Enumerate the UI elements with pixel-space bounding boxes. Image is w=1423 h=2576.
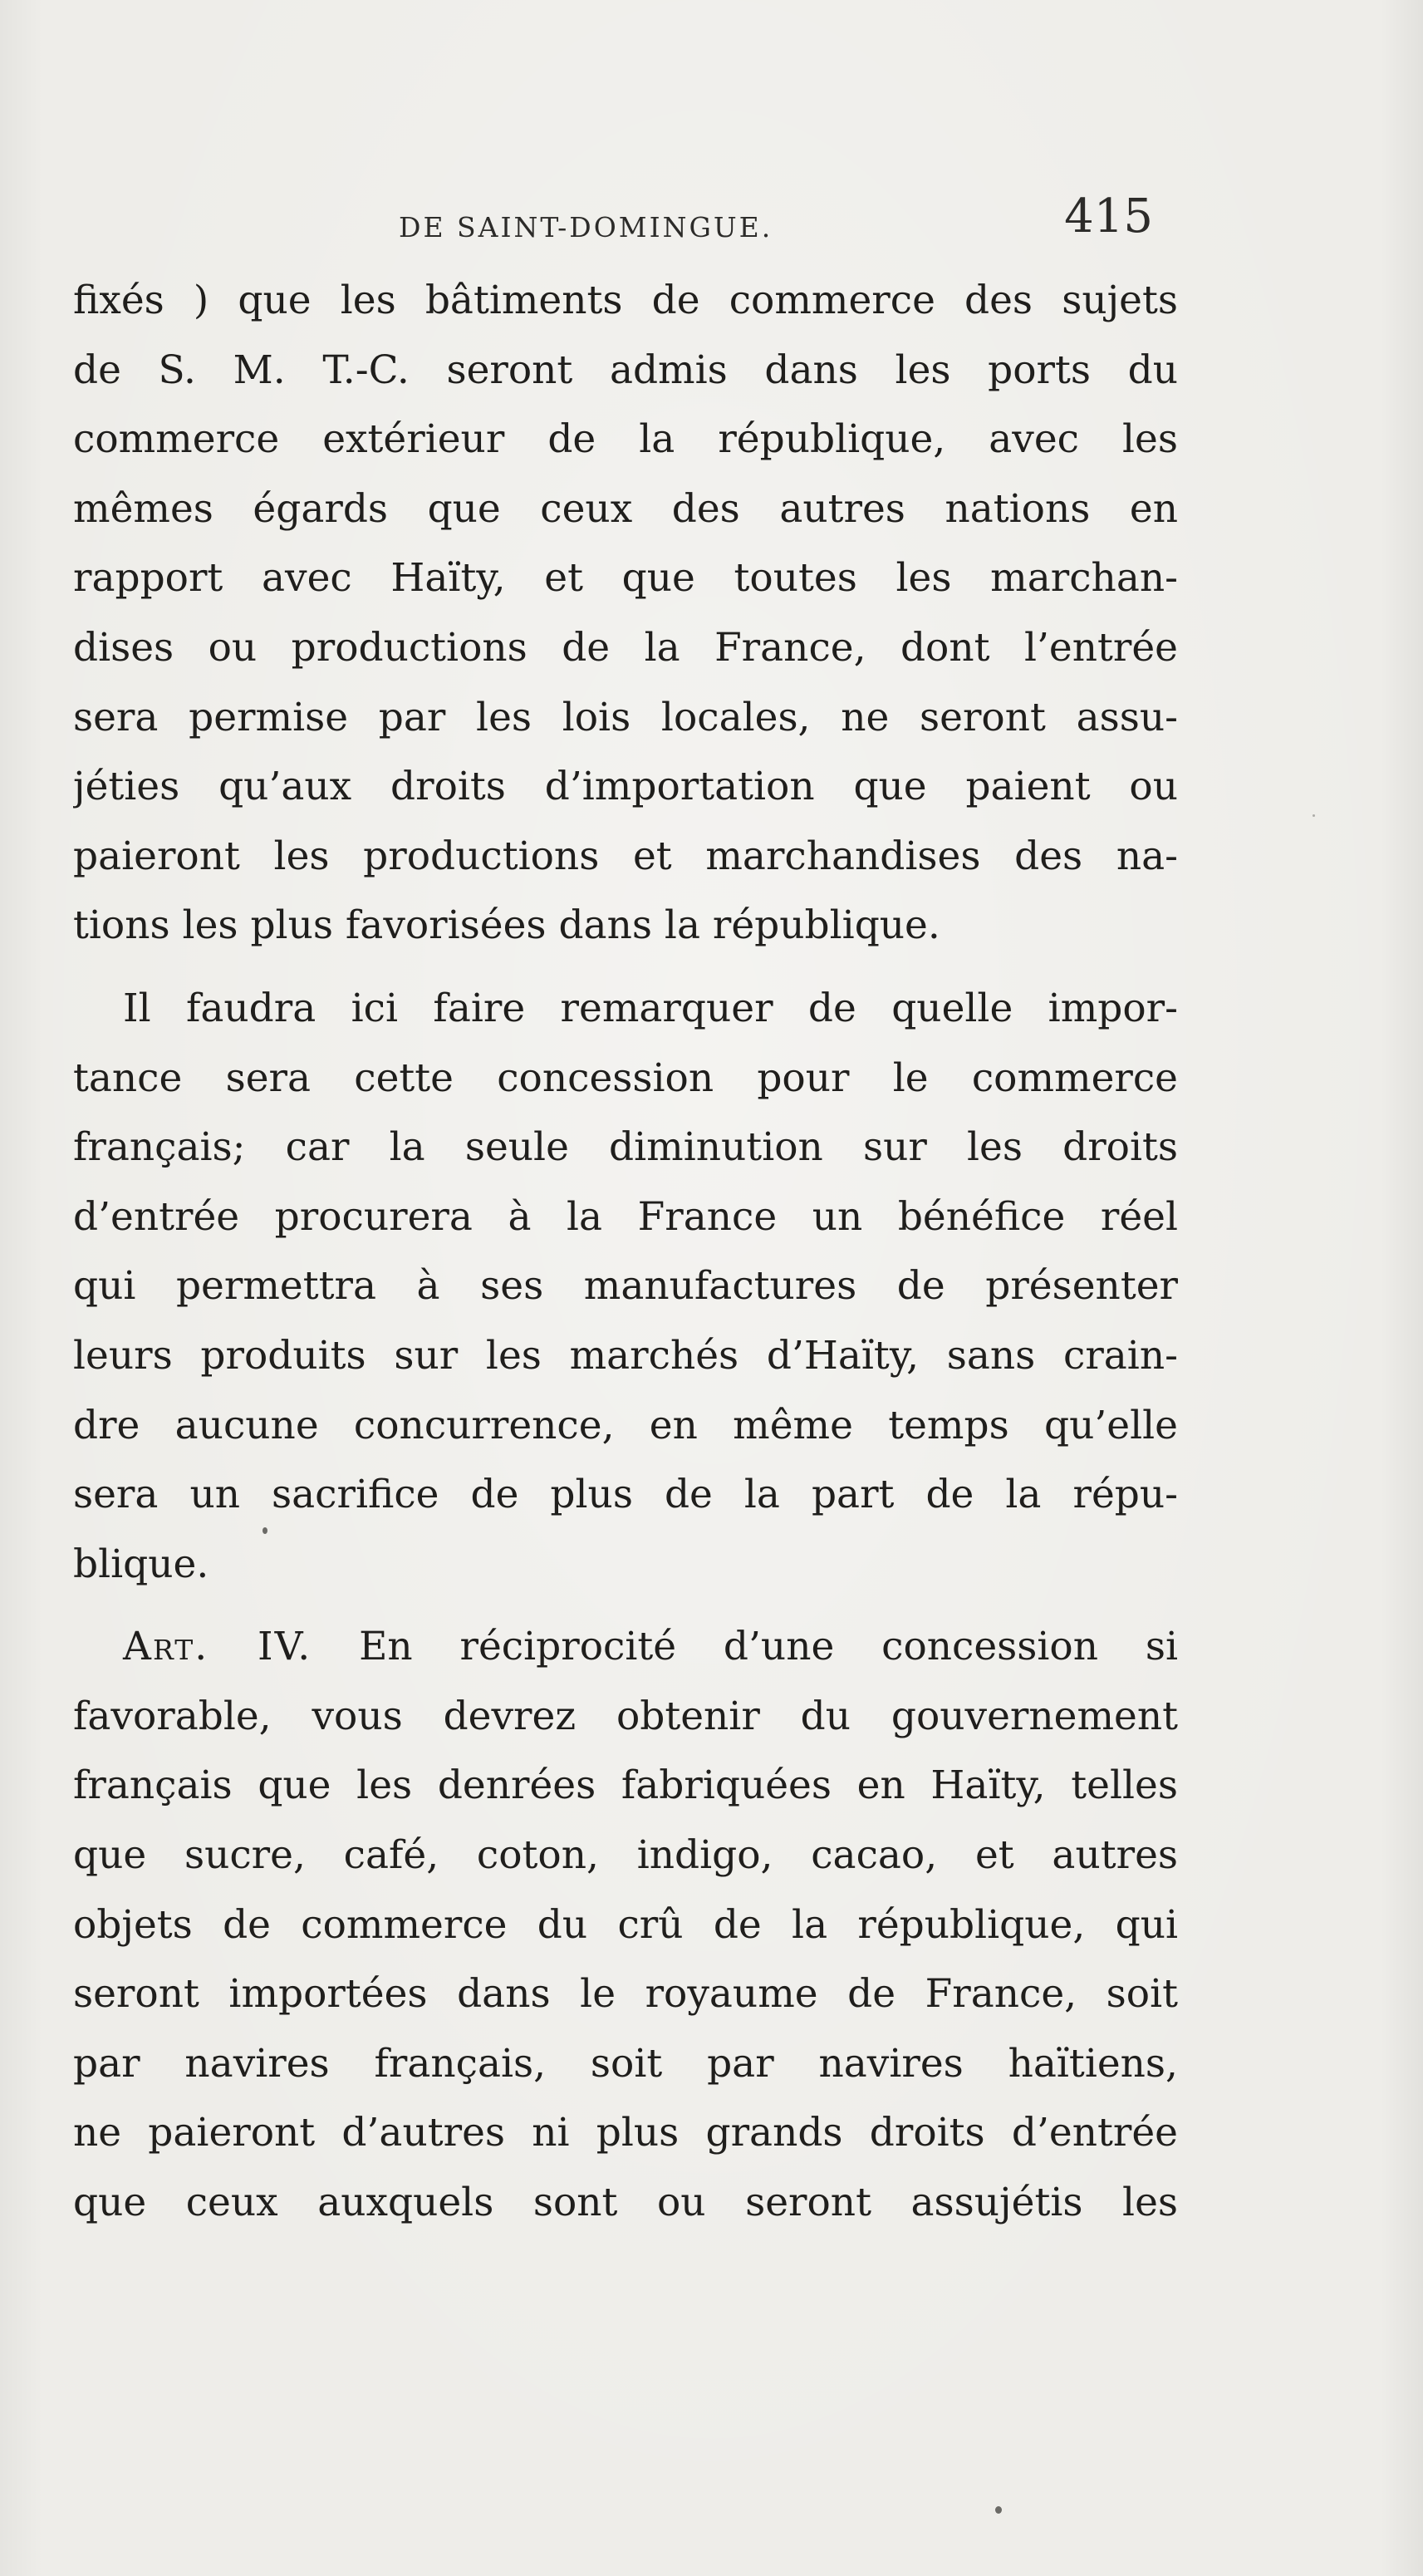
text-line: Il faudra ici faire remarquer de quelle impor- — [123, 985, 1178, 1031]
paragraph-3 — [73, 1612, 1178, 2237]
page-header — [73, 189, 1178, 256]
text-line: sera permise par les lois locales, ne seront assu- — [73, 694, 1178, 740]
text-line: fixés ) que les bâtiments de commerce des sujets — [73, 278, 1178, 323]
article-line-text: En réciprocité d’une concession si — [312, 1624, 1178, 1670]
paper-speck — [263, 1527, 267, 1534]
text-line: français; car la seule diminution sur les droits — [73, 1124, 1178, 1171]
paragraph-1 — [73, 266, 1178, 961]
text-line: commerce extérieur de la république, avec les — [73, 416, 1178, 463]
body-text — [73, 266, 1178, 2238]
text-line: seront importées dans le royaume de France, soit — [73, 1971, 1178, 2018]
text-line: favorable, vous devrez obtenir du gouvernement — [73, 1693, 1178, 1739]
text-line: dre aucune concurrence, en même temps qu’elle — [73, 1402, 1178, 1448]
text-line: que ceux auxquels sont ou seront assujétis les — [73, 2180, 1178, 2226]
text-line: tance sera cette concession pour le commerce — [73, 1054, 1178, 1101]
text-line: tions les plus favorisées dans la république. — [73, 902, 940, 949]
text-line: de S. M. T.-C. seront admis dans les ports du — [73, 347, 1178, 393]
article-label: Art. IV. — [123, 1624, 312, 1670]
running-head: DE SAINT-DOMINGUE. — [399, 211, 773, 243]
text-line: mêmes égards que ceux des autres nations en — [73, 485, 1178, 532]
page-number: 415 — [1064, 189, 1153, 243]
text-line — [73, 1612, 1178, 1682]
text-line: que sucre, café, coton, indigo, cacao, et autres — [73, 1832, 1178, 1879]
text-line: ne paieront d’autres ni plus grands droits d’entrée — [73, 2110, 1178, 2156]
paragraph-2 — [73, 974, 1178, 1599]
text-line: par navires français, soit par navires haïtiens, — [73, 2040, 1178, 2087]
text-line: d’entrée procurera à la France un bénéfice réel — [73, 1193, 1178, 1240]
text-line: qui permettra à ses manufactures de présenter — [73, 1263, 1178, 1310]
paper-speck — [995, 2506, 1002, 2514]
text-line: rapport avec Haïty, et que toutes les marchan- — [73, 555, 1178, 602]
text-line: français que les denrées fabriquées en Haïty, telles — [73, 1762, 1178, 1809]
text-line: leurs produits sur les marchés d’Haïty, sans crain- — [73, 1332, 1178, 1379]
text-line: objets de commerce du crû de la république, qui — [73, 1901, 1178, 1948]
text-line: paieront les productions et marchandises des na- — [73, 833, 1178, 879]
text-line: blique. — [73, 1541, 209, 1587]
text-line: dises ou productions de la France, dont l’entrée — [73, 624, 1178, 671]
text-line: jéties qu’aux droits d’importation que paient ou — [73, 764, 1178, 810]
paper-speck — [1313, 814, 1315, 817]
text-line: sera un sacrifice de plus de la part de la répu- — [73, 1472, 1178, 1518]
